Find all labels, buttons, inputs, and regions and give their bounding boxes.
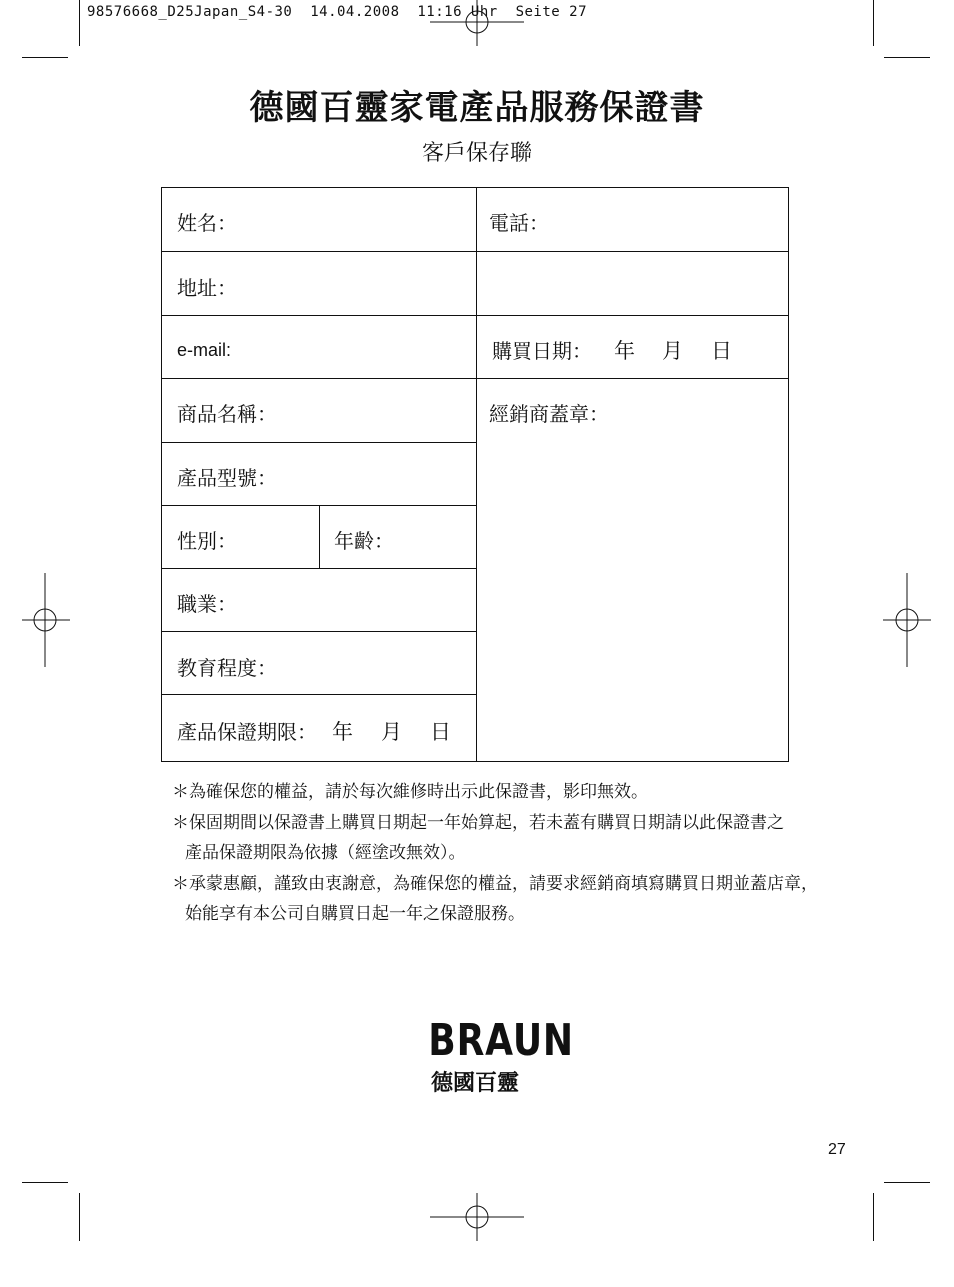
email-label: e-mail: (177, 340, 232, 360)
warranty-period-day: 日 (430, 720, 451, 744)
crop-mark-top-right-vertical (873, 0, 874, 46)
crop-mark-bottom-right-horizontal (884, 1182, 930, 1183)
registration-mark-top (430, 0, 524, 46)
occupation-label: 職業： (177, 592, 237, 616)
warranty-form (161, 187, 789, 762)
note-3-line-1: ＊承蒙惠顧，謹致由衷謝意，為確保您的權益，請要求經銷商填寫購買日期並蓋店章， (172, 873, 818, 894)
crop-mark-top-right-horizontal (884, 57, 930, 58)
registration-mark-bottom (430, 1193, 524, 1241)
registration-mark-right (883, 573, 931, 667)
brand-chinese-name: 德國百靈 (430, 1071, 519, 1096)
column-divider-main (476, 188, 477, 761)
row-divider-4 (162, 442, 476, 443)
document-subtitle: 客戶保存聯 (421, 141, 532, 166)
warranty-notes (172, 777, 818, 930)
row-divider-2 (162, 315, 788, 316)
gender-label: 性別： (177, 529, 237, 553)
purchase-date-year: 年 (614, 339, 635, 363)
warranty-period-month: 月 (381, 720, 402, 744)
row-divider-3 (162, 378, 788, 379)
warranty-period-label: 產品保證期限： (177, 720, 317, 744)
purchase-date-day: 日 (711, 339, 732, 363)
row-divider-7 (162, 631, 476, 632)
page-number: 27 (828, 1141, 846, 1158)
crop-mark-top-left-vertical (79, 0, 80, 46)
crop-mark-bottom-left-horizontal (22, 1182, 68, 1183)
crop-mark-top-left-horizontal (22, 57, 68, 58)
column-divider-gender-age (319, 505, 320, 568)
row-divider-1 (162, 251, 788, 252)
note-2-line-2: 產品保證期限為依據（經塗改無效）。 (185, 843, 466, 863)
warranty-period-year: 年 (332, 720, 353, 744)
phone-label: 電話： (489, 211, 549, 235)
education-label: 教育程度： (177, 656, 277, 680)
note-3-line-2: 始能享有本公司自購買日起一年之保證服務。 (185, 904, 525, 924)
address-label: 地址： (177, 276, 237, 300)
crop-mark-bottom-right-vertical (873, 1193, 874, 1241)
dealer-stamp-label: 經銷商蓋章： (489, 402, 609, 426)
braun-logo (418, 1015, 574, 1097)
age-label: 年齡： (334, 529, 394, 553)
brand-name: BRAUN (428, 1015, 574, 1066)
print-header: 98576668_D25Japan_S4-30 14.04.2008 11:16 Uhr Seite 27 (87, 4, 588, 20)
row-divider-6 (162, 568, 476, 569)
note-2-line-1: ＊保固期間以保證書上購買日期起一年始算起，若未蓋有購買日期請以此保證書之 (172, 812, 784, 833)
row-divider-8 (162, 694, 476, 695)
product-name-label: 商品名稱： (177, 402, 277, 426)
model-label: 產品型號： (177, 466, 277, 490)
note-1: ＊為確保您的權益，請於每次維修時出示此保證書，影印無效。 (172, 782, 648, 802)
registration-mark-left (22, 573, 70, 667)
document-title: 德國百靈家電產品服務保證書 (249, 88, 705, 128)
name-label: 姓名： (177, 211, 237, 235)
crop-mark-bottom-left-vertical (79, 1193, 80, 1241)
purchase-date-month: 月 (662, 339, 683, 363)
purchase-date-label: 購買日期： (492, 339, 592, 363)
